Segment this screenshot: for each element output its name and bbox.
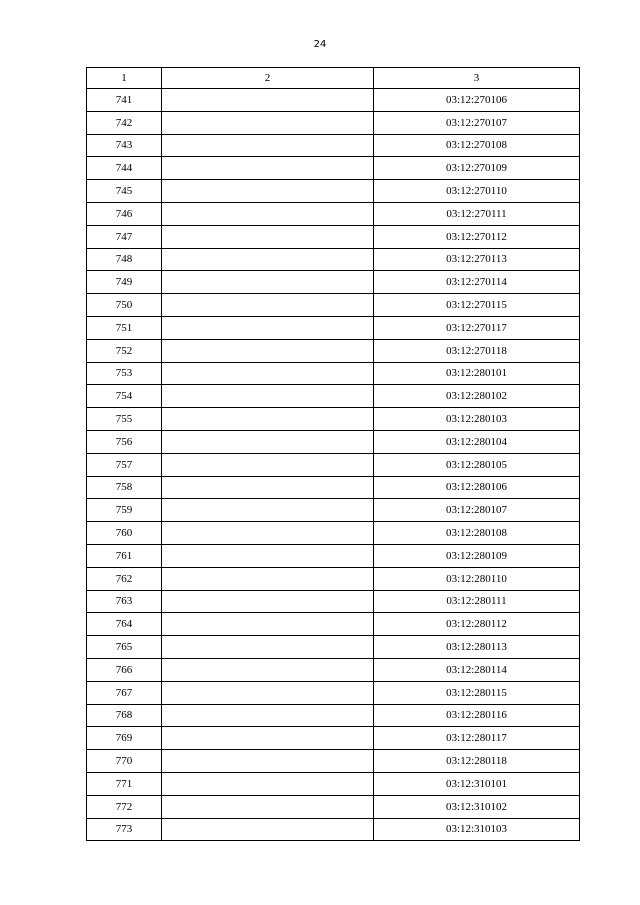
- row-code-cell: 03:12:280112: [374, 613, 580, 636]
- table-row: [87, 430, 580, 453]
- table-row: [87, 590, 580, 613]
- table-row: [87, 704, 580, 727]
- row-code-cell: 03:12:310102: [374, 795, 580, 818]
- row-empty-cell: [162, 750, 374, 773]
- table-row: [87, 453, 580, 476]
- table-row: [87, 613, 580, 636]
- row-number-cell: 770: [87, 750, 162, 773]
- row-number-cell: 750: [87, 294, 162, 317]
- page-number: 24: [313, 39, 327, 50]
- row-number-cell: 744: [87, 157, 162, 180]
- table-row: [87, 544, 580, 567]
- row-empty-cell: [162, 818, 374, 841]
- row-empty-cell: [162, 134, 374, 157]
- table-row: [87, 727, 580, 750]
- table-row: [87, 567, 580, 590]
- row-empty-cell: [162, 772, 374, 795]
- row-number-cell: 768: [87, 704, 162, 727]
- table-row: [87, 134, 580, 157]
- row-empty-cell: [162, 316, 374, 339]
- header-col-3: 3: [374, 68, 580, 89]
- table-row: [87, 750, 580, 773]
- row-empty-cell: [162, 681, 374, 704]
- table-row: [87, 681, 580, 704]
- row-number-cell: 767: [87, 681, 162, 704]
- row-empty-cell: [162, 225, 374, 248]
- row-code-cell: 03:12:280116: [374, 704, 580, 727]
- row-number-cell: 756: [87, 430, 162, 453]
- table-row: [87, 408, 580, 431]
- row-code-cell: 03:12:280118: [374, 750, 580, 773]
- row-number-cell: 764: [87, 613, 162, 636]
- row-code-cell: 03:12:280104: [374, 430, 580, 453]
- row-code-cell: 03:12:280106: [374, 476, 580, 499]
- row-empty-cell: [162, 567, 374, 590]
- table-row: [87, 225, 580, 248]
- row-empty-cell: [162, 385, 374, 408]
- table-row: [87, 271, 580, 294]
- row-number-cell: 751: [87, 316, 162, 339]
- row-number-cell: 753: [87, 362, 162, 385]
- row-number-cell: 745: [87, 180, 162, 203]
- row-code-cell: 03:12:270106: [374, 89, 580, 112]
- row-empty-cell: [162, 111, 374, 134]
- table-row: [87, 772, 580, 795]
- row-number-cell: 761: [87, 544, 162, 567]
- table-header: [87, 68, 580, 89]
- row-empty-cell: [162, 271, 374, 294]
- row-empty-cell: [162, 727, 374, 750]
- row-number-cell: 762: [87, 567, 162, 590]
- row-empty-cell: [162, 704, 374, 727]
- row-empty-cell: [162, 157, 374, 180]
- table-row: [87, 89, 580, 112]
- row-empty-cell: [162, 180, 374, 203]
- row-number-cell: 759: [87, 499, 162, 522]
- header-col-1: 1: [87, 68, 162, 89]
- table-row: [87, 180, 580, 203]
- row-code-cell: 03:12:310101: [374, 772, 580, 795]
- table-row: [87, 658, 580, 681]
- row-code-cell: 03:12:270114: [374, 271, 580, 294]
- row-empty-cell: [162, 613, 374, 636]
- row-number-cell: 755: [87, 408, 162, 431]
- row-empty-cell: [162, 408, 374, 431]
- row-number-cell: 769: [87, 727, 162, 750]
- data-table: [86, 67, 580, 841]
- row-number-cell: 758: [87, 476, 162, 499]
- row-number-cell: 772: [87, 795, 162, 818]
- table-row: [87, 499, 580, 522]
- row-code-cell: 03:12:270117: [374, 316, 580, 339]
- row-number-cell: 749: [87, 271, 162, 294]
- row-number-cell: 746: [87, 202, 162, 225]
- row-empty-cell: [162, 248, 374, 271]
- table-row: [87, 157, 580, 180]
- row-code-cell: 03:12:280110: [374, 567, 580, 590]
- table-row: [87, 476, 580, 499]
- table-row: [87, 818, 580, 841]
- row-code-cell: 03:12:280113: [374, 636, 580, 659]
- row-empty-cell: [162, 202, 374, 225]
- row-code-cell: 03:12:270115: [374, 294, 580, 317]
- header-col-2: 2: [162, 68, 374, 89]
- row-code-cell: 03:12:270111: [374, 202, 580, 225]
- table-row: [87, 362, 580, 385]
- table-row: [87, 522, 580, 545]
- row-number-cell: 765: [87, 636, 162, 659]
- row-code-cell: 03:12:280108: [374, 522, 580, 545]
- row-empty-cell: [162, 294, 374, 317]
- row-number-cell: 741: [87, 89, 162, 112]
- row-code-cell: 03:12:270113: [374, 248, 580, 271]
- row-empty-cell: [162, 362, 374, 385]
- row-number-cell: 743: [87, 134, 162, 157]
- row-code-cell: 03:12:270110: [374, 180, 580, 203]
- table-row: [87, 316, 580, 339]
- row-number-cell: 752: [87, 339, 162, 362]
- row-code-cell: 03:12:280114: [374, 658, 580, 681]
- row-number-cell: 760: [87, 522, 162, 545]
- row-number-cell: 771: [87, 772, 162, 795]
- table-body: [87, 89, 580, 841]
- row-code-cell: 03:12:270108: [374, 134, 580, 157]
- table-row: [87, 339, 580, 362]
- row-number-cell: 757: [87, 453, 162, 476]
- table-row: [87, 202, 580, 225]
- row-empty-cell: [162, 89, 374, 112]
- table-row: [87, 294, 580, 317]
- row-number-cell: 773: [87, 818, 162, 841]
- row-code-cell: 03:12:280103: [374, 408, 580, 431]
- row-code-cell: 03:12:280117: [374, 727, 580, 750]
- row-empty-cell: [162, 658, 374, 681]
- row-number-cell: 754: [87, 385, 162, 408]
- row-empty-cell: [162, 430, 374, 453]
- row-code-cell: 03:12:310103: [374, 818, 580, 841]
- table-row: [87, 111, 580, 134]
- row-empty-cell: [162, 795, 374, 818]
- row-code-cell: 03:12:280105: [374, 453, 580, 476]
- row-number-cell: 742: [87, 111, 162, 134]
- row-code-cell: 03:12:270118: [374, 339, 580, 362]
- row-empty-cell: [162, 476, 374, 499]
- table-row: [87, 636, 580, 659]
- row-code-cell: 03:12:280115: [374, 681, 580, 704]
- row-empty-cell: [162, 499, 374, 522]
- row-number-cell: 747: [87, 225, 162, 248]
- table-row: [87, 248, 580, 271]
- table-row: [87, 795, 580, 818]
- row-empty-cell: [162, 453, 374, 476]
- row-empty-cell: [162, 339, 374, 362]
- row-code-cell: 03:12:280111: [374, 590, 580, 613]
- row-code-cell: 03:12:270107: [374, 111, 580, 134]
- table-row: [87, 385, 580, 408]
- row-number-cell: 763: [87, 590, 162, 613]
- row-code-cell: 03:12:270109: [374, 157, 580, 180]
- row-empty-cell: [162, 636, 374, 659]
- row-empty-cell: [162, 544, 374, 567]
- row-code-cell: 03:12:280101: [374, 362, 580, 385]
- row-code-cell: 03:12:280102: [374, 385, 580, 408]
- header-row: [87, 68, 580, 89]
- row-code-cell: 03:12:270112: [374, 225, 580, 248]
- row-empty-cell: [162, 590, 374, 613]
- row-empty-cell: [162, 522, 374, 545]
- row-code-cell: 03:12:280107: [374, 499, 580, 522]
- row-number-cell: 766: [87, 658, 162, 681]
- row-number-cell: 748: [87, 248, 162, 271]
- row-code-cell: 03:12:280109: [374, 544, 580, 567]
